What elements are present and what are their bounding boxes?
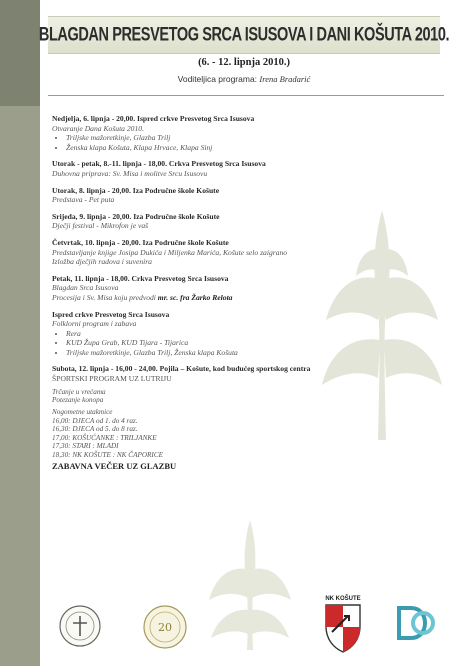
event-block (52, 274, 382, 303)
list-item: • Triljske mažoretkinje, Glazba Trilj, Ženska klapa Košuta (66, 348, 382, 358)
event-description: Blagdan Srca Isusova (52, 283, 119, 293)
event-block (52, 212, 382, 231)
procession-line (52, 293, 382, 303)
host-name: Irena Bradarić (259, 74, 311, 84)
svg-text:20: 20 (158, 621, 172, 634)
event-description: Predstava - Pet puta (52, 195, 115, 205)
event-heading: Srijeda, 9. lipnja - 20,00. Iza Područne škole Košute (52, 211, 220, 221)
event-block (52, 238, 382, 267)
event-description: Predstavljanje knjige Josipa Dukića i Miljenka Marića, Košute selo zaigrano (52, 247, 288, 257)
event-heading: Četvrtak, 10. lipnja - 20,00. Iza Područne škole Košute (52, 237, 229, 247)
program-content (52, 114, 382, 479)
evening-party: ZABAVNA VEČER UZ GLAZBU (52, 460, 177, 471)
event-description: Izložba dječjih radova i suvenira (52, 257, 152, 267)
sponsor-logos (48, 596, 444, 656)
event-heading: Petak, 11. lipnja - 18,00. Crkva Presvetog Srca Isusova (52, 273, 229, 283)
event-heading: Utorak - petak, 8.-11. lipnja - 18,00. Crkva Presvetog Srca Isusova (52, 159, 266, 169)
event-heading: Subota, 12. lipnja - 16,00 - 24,00. Pojila – Košute, kod budućeg sportskog centra (52, 364, 311, 374)
community-seal-logo (142, 604, 188, 650)
event-description: Dječji festival - Mikrofon je vaš (52, 221, 149, 231)
event-block (52, 310, 382, 358)
match-item: 18,30: NK KOŠUTE : NK ČAPORICE (52, 450, 164, 459)
event-block (52, 114, 382, 152)
event-description: Folklorni program i zabava (52, 319, 137, 329)
saturday-block (52, 364, 382, 471)
match-item: 17,00: KOŠUĆANKE : TRILJANKE (52, 433, 157, 442)
match-item: 16,30: DJECA od 5. do 8 raz. (52, 425, 138, 434)
event-block (52, 159, 382, 178)
club-label: NK KOŠUTE (325, 596, 361, 602)
game-item: Potezanje konopa (52, 396, 104, 405)
shield-icon (318, 602, 368, 654)
parish-seal-logo (58, 604, 102, 648)
event-description: Duhovna priprava: Sv. Misa i molitve Srcu Isusovu (52, 168, 208, 178)
tourism-logo (393, 602, 437, 644)
header-divider (48, 95, 444, 96)
list-item: • Triljske mažoretkinje, Glazba Trilj (66, 133, 382, 143)
list-item: • Ženska klapa Košuta, Klapa Hrvace, Klapa Sinj (66, 143, 382, 153)
list-item: • KUD Župa Grab, KUD Tijara - Tijarica (66, 338, 382, 348)
event-heading: Utorak, 8. lipnja - 20,00. Iza Područne škole Košute (52, 185, 220, 195)
title-banner (38, 16, 450, 54)
event-description: Otvaranje Dana Košuta 2010. (52, 123, 144, 133)
page-title: BLAGDAN PRESVETOG SRCA ISUSOVA I DANI KOŠUTA 2010. (38, 24, 450, 46)
match-item: 16,00: DJECA od 1. do 4 raz. (52, 416, 138, 425)
event-heading: Nedjelja, 6. lipnja - 20,00. Ispred crkve Presvetog Srca Isusova (52, 114, 255, 123)
club-crest-logo (318, 596, 368, 656)
event-block (52, 186, 382, 205)
left-sidebar-stripe (0, 0, 40, 666)
game-item: Trčanje u vrećama (52, 387, 106, 396)
host-label: Voditeljica programa: (177, 74, 260, 84)
event-heading: Ispred crkve Presvetog Srca Isusova (52, 309, 170, 319)
procession-text: Procesija i Sv. Misa koju predvodi (52, 292, 158, 302)
match-item: 17,30: STARI : MLADI (52, 442, 119, 451)
performer-list (52, 329, 382, 358)
event-dates: (6. - 12. lipnja 2010.) (198, 57, 290, 68)
host-line (48, 74, 440, 84)
celebrant-name: mr. sc. fra Žarko Relota (157, 292, 233, 302)
sports-subtitle: ŠPORTSKI PROGRAM UZ LUTRIJU (52, 374, 172, 384)
sidebar-dark-band (0, 0, 40, 106)
football-title: Nogometne utakmice (52, 408, 113, 417)
performer-list (52, 133, 382, 152)
list-item: • Rera (66, 329, 382, 339)
